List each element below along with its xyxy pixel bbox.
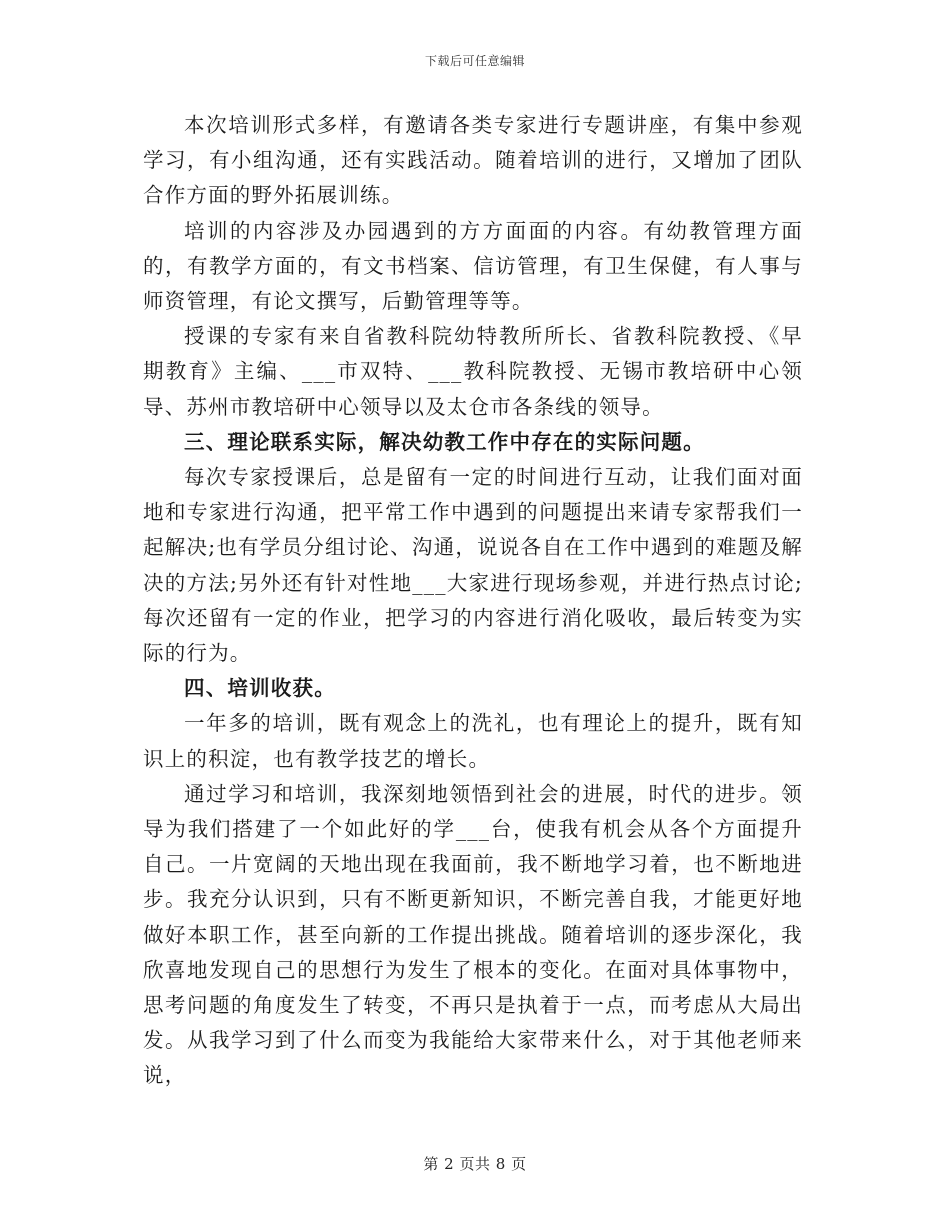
- page-number: 第 2 页共 8 页: [423, 1155, 527, 1173]
- paragraph-interaction: 每次专家授课后，总是留有一定的时间进行互动，让我们面对面地和专家进行沟通，把平常工作中遇到的问题提出来请专家帮我们一起解决;也有学员分组讨论、沟通，说说各自在工作中遇到的难题及解决的方法;另外还有针对性地___大家进行现场参观，并进行热点讨论;每次还留有一定的作业，把学习的内容进行消化吸收，最后转变为实际的行为。: [143, 465, 803, 666]
- section-heading-4: 四、培训收获。: [184, 676, 336, 701]
- paragraph-lecturers: 授课的专家有来自省教科院幼特教所所长、省教科院教授、《早期教育》主编、___市双特、___教科院教授、无锡市教培研中心领导、苏州市教培研中心领导以及太仓市各条线的领导。: [143, 324, 803, 419]
- paragraph-training-forms: 本次培训形式多样，有邀请各类专家进行专题讲座，有集中参观学习，有小组沟通，还有实践活动。随着培训的进行，又增加了团队合作方面的野外拓展训练。: [143, 113, 803, 208]
- paragraph-gains-detail: 通过学习和培训，我深刻地领悟到社会的进展，时代的进步。领导为我们搭建了一个如此好的学___台，使我有机会从各个方面提升自己。一片宽阔的天地出现在我面前，我不断地学习着，也不断地进步。我充分认识到，只有不断更新知识，不断完善自我，才能更好地做好本职工作，甚至向新的工作提出挑战。随着培训的逐步深化，我欣喜地发现自己的思想行为发生了根本的变化。在面对具体事物中，思考问题的角度发生了转变，不再只是执着于一点，而考虑从大局出发。从我学习到了什么而变为我能给大家带来什么，对于其他老师来说，: [143, 781, 803, 1088]
- document-body: [143, 108, 803, 1094]
- section-heading-3: 三、理论联系实际，解决幼教工作中存在的实际问题。: [184, 429, 705, 454]
- header-note: 下载后可任意编辑: [424, 54, 525, 68]
- paragraph-training-content: 培训的内容涉及办园遇到的方方面面的内容。有幼教管理方面的，有教学方面的，有文书档案、信访管理，有卫生保健，有人事与师资管理，有论文撰写，后勤管理等等。: [143, 218, 803, 314]
- paragraph-gains-summary: 一年多的培训，既有观念上的洗礼，也有理论上的提升，既有知识上的积淀，也有教学技艺的增长。: [143, 711, 803, 771]
